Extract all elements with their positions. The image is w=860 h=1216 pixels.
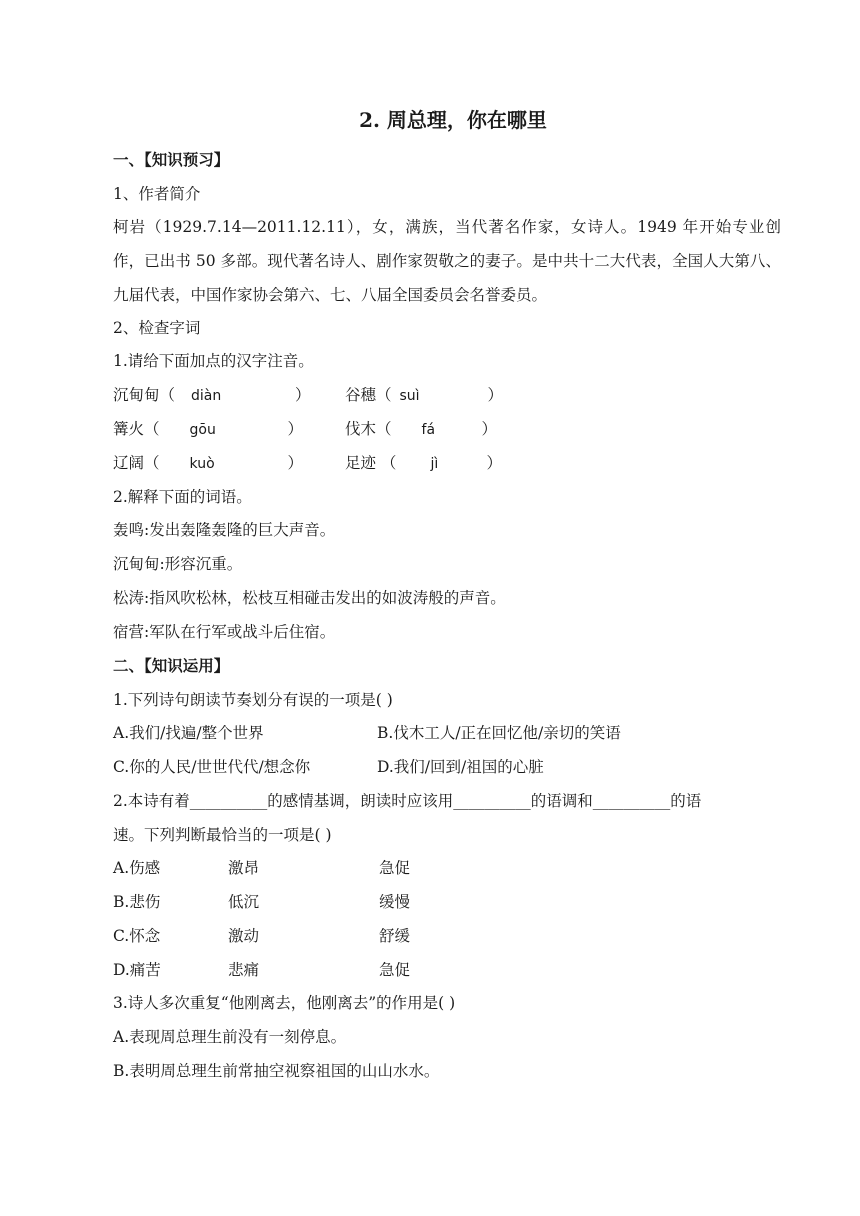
question-definitions: 2.解释下面的词语。 — [113, 488, 252, 506]
pinyin-item: 辽阔（ kuò ） — [113, 454, 304, 472]
page-title: 2. 周总理，你在哪里 — [359, 108, 547, 132]
question-tone-line2: 速。下列判断最恰当的一项是( ) — [113, 826, 332, 844]
option-speed: 舒缓 — [379, 927, 411, 945]
pinyin-item: 伐木（ fá ） — [345, 420, 498, 438]
option-tone: 低沉 — [228, 893, 260, 911]
option-speed: 缓慢 — [379, 893, 411, 911]
question-pinyin: 1.请给下面加点的汉字注音。 — [113, 352, 314, 370]
option-speed: 急促 — [379, 859, 411, 877]
section-heading-preview: 一、【知识预习】 — [113, 150, 230, 169]
option-item: A.表现周总理生前没有一刻停息。 — [113, 1028, 347, 1046]
option-item: D.我们/回到/祖国的心脏 — [377, 758, 544, 776]
definition-item: 松涛:指风吹松林，松枝互相碰击发出的如波涛般的声音。 — [113, 589, 506, 607]
pinyin-item: 篝火（ gōu ） — [113, 420, 304, 438]
pinyin-item: 足迹 （ jì ） — [345, 454, 502, 472]
question-repetition: 3.诗人多次重复“他刚离去，他刚离去”的作用是( ) — [113, 994, 456, 1012]
author-heading: 1、作者简介 — [113, 185, 201, 203]
option-tone: 激动 — [228, 927, 260, 945]
option-label: B.悲伤 — [113, 893, 161, 911]
option-item: A.我们/找遍/整个世界 — [113, 724, 264, 742]
section-heading-application: 二、【知识运用】 — [113, 656, 230, 675]
definition-item: 沉甸甸:形容沉重。 — [113, 555, 243, 573]
option-label: C.怀念 — [113, 927, 161, 945]
option-item: B.表明周总理生前常抽空视察祖国的山山水水。 — [113, 1062, 440, 1080]
option-speed: 急促 — [379, 961, 411, 979]
question-tone-line1: 2.本诗有着__________的感情基调，朗读时应该用__________的语调和__________的语 — [113, 792, 702, 810]
option-label: A.伤感 — [113, 859, 161, 877]
words-heading: 2、检查字词 — [113, 319, 201, 337]
option-tone: 悲痛 — [228, 961, 260, 979]
option-item: C.你的人民/世世代代/想念你 — [113, 758, 311, 776]
option-label: D.痛苦 — [113, 961, 161, 979]
author-bio: 柯岩（1929.7.14—2011.12.11），女，满族，当代著名作家，女诗人。1949 年开始专业创作，已出书 50 多部。现代著名诗人、剧作家贺敬之的妻子。是中共十二大代表，全国人大第八、九届代表，中国作家协会第六、七、八届全国委员会名誉委员。 — [113, 218, 781, 304]
option-item: B.伐木工人/正在回忆他/亲切的笑语 — [377, 724, 621, 742]
pinyin-item: 沉甸甸（ diàn ） — [113, 386, 311, 404]
question-rhythm: 1.下列诗句朗读节奏划分有误的一项是( ) — [113, 691, 393, 709]
definition-item: 轰鸣:发出轰隆轰隆的巨大声音。 — [113, 521, 336, 539]
definition-item: 宿营:军队在行军或战斗后住宿。 — [113, 623, 336, 641]
pinyin-item: 谷穗（ suì ） — [345, 386, 504, 404]
option-tone: 激昂 — [228, 859, 260, 877]
